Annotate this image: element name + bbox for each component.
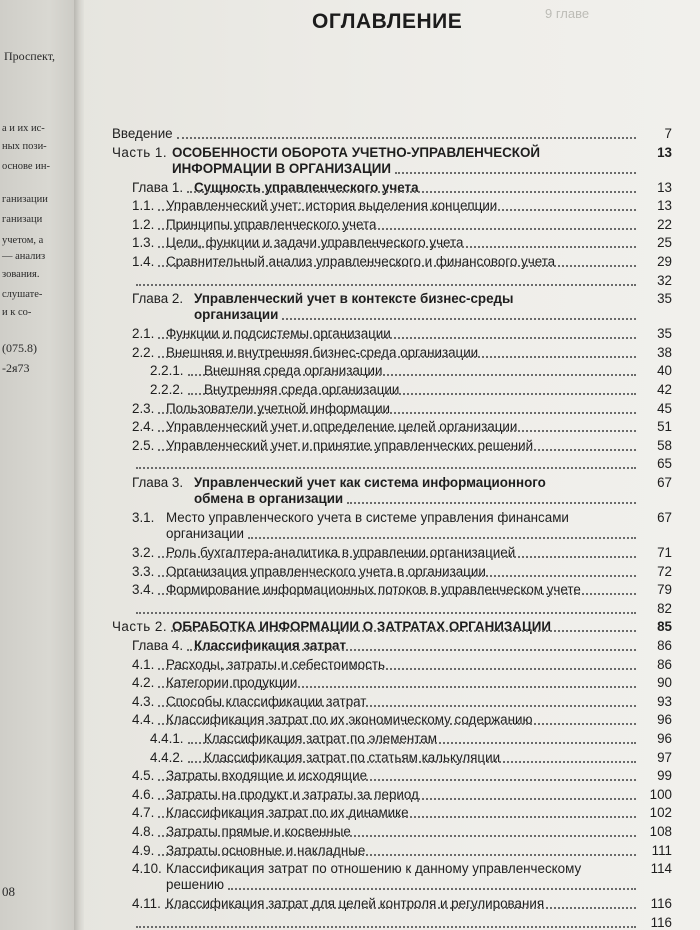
section-title: Затраты прямые и косвенные: [166, 824, 351, 839]
page-number: 82: [657, 600, 672, 616]
dot-leader: [188, 372, 636, 376]
page-number: 32: [657, 272, 672, 288]
section-title: Способы классификации затрат: [166, 693, 367, 709]
page-number: 22: [657, 216, 672, 232]
section-title: Классификация затрат по отношению к данному управленческому: [166, 861, 582, 877]
left-page-fragment: -2я73: [2, 361, 30, 375]
intro-title: Введение: [112, 126, 173, 141]
section-number: 3.1.: [132, 510, 155, 525]
part-label: Часть 2.: [112, 619, 168, 635]
toc-entry: [112, 619, 672, 635]
toc-entry: [112, 180, 672, 196]
section-number: 2.5.: [132, 437, 155, 453]
toc-entry: [112, 345, 672, 361]
dot-leader: [158, 684, 636, 688]
part-title: ОСОБЕННОСТИ ОБОРОТА УЧЕТНО-УПРАВЛЕНЧЕСКОЙ: [172, 144, 541, 160]
toc-entry: [112, 694, 672, 710]
page-number: 116: [650, 914, 672, 930]
entry-title-continued: организации: [194, 307, 279, 323]
toc-entry: [112, 712, 672, 728]
page-number: 25: [657, 235, 672, 251]
toc-entry: [112, 363, 672, 379]
section-title: Классификация затрат по их экономическому содержанию: [166, 712, 533, 728]
dot-leader: [158, 428, 636, 432]
toc-entry: [112, 787, 672, 803]
page-number: 35: [657, 326, 672, 342]
section-number: 2.2.: [132, 344, 155, 360]
section-number: 4.1.: [132, 656, 155, 672]
page-number: 102: [649, 805, 672, 821]
dot-leader: [158, 852, 636, 856]
page-number: 72: [657, 563, 672, 579]
page-number: 114: [650, 861, 672, 877]
page-number: 65: [657, 456, 672, 472]
chapter-label: Глава 3.: [132, 475, 184, 490]
left-page-fragment: и к со-: [2, 307, 32, 318]
dot-leader: [395, 170, 636, 174]
section-number: 4.2.: [132, 675, 155, 691]
entry-title-continued: решению: [166, 877, 225, 893]
toc-entry: [112, 915, 672, 930]
page-number: 86: [657, 656, 672, 672]
chapter-label: Глава 1.: [132, 179, 184, 195]
section-title: Затраты входящие и исходящие: [166, 768, 368, 784]
section-title: Управленческий учет и определение целей организации: [166, 419, 518, 435]
dot-leader: [158, 573, 636, 577]
section-number: 4.8.: [132, 824, 155, 839]
toc-entry: [112, 291, 672, 323]
dot-leader: [158, 703, 636, 707]
dot-leader: [136, 610, 636, 614]
section-number: 3.2.: [132, 545, 155, 560]
section-number: 4.6.: [132, 786, 155, 802]
section-title: Классификация затрат по статьям калькуляции: [204, 749, 501, 765]
page-number: 111: [651, 842, 672, 858]
dot-leader: [136, 465, 636, 469]
dot-leader: [187, 647, 636, 651]
toc-entry: [112, 657, 672, 673]
page-number: 100: [649, 786, 672, 802]
toc-entry: [112, 545, 672, 561]
toc-entry: [112, 675, 672, 691]
section-number: 4.3.: [132, 693, 155, 709]
dot-leader: [158, 335, 636, 339]
section-number: 4.5.: [132, 768, 155, 784]
section-number: 4.4.: [132, 712, 155, 728]
page-number: 13: [657, 144, 672, 160]
page-number: 85: [657, 619, 672, 635]
left-page-fragment: а и их ис-: [2, 123, 45, 134]
dot-leader: [158, 591, 636, 595]
page-number: 96: [657, 731, 672, 746]
toc-entry: [112, 126, 672, 142]
dot-leader: [248, 535, 636, 539]
section-title: Затраты на продукт и затраты за период: [166, 786, 419, 802]
dot-leader: [228, 886, 636, 890]
dot-leader: [347, 500, 636, 504]
section-title: Внутренняя среда организации: [204, 382, 400, 397]
chapter-title: Классификация затрат: [194, 638, 347, 653]
dot-leader: [158, 796, 636, 800]
toc-entry: [112, 768, 672, 784]
book-gutter: [74, 0, 84, 930]
page-number: 97: [657, 749, 672, 765]
section-number: 1.3.: [132, 235, 155, 251]
section-title: Функции и подсистемы организации: [166, 326, 391, 342]
dot-leader: [158, 721, 636, 725]
left-page-fragment: слушате-: [2, 289, 43, 300]
section-number: 4.7.: [132, 805, 155, 821]
page-number: 71: [657, 545, 672, 560]
toc-entry: [112, 805, 672, 821]
dot-leader: [187, 189, 636, 193]
toc-entry: [112, 235, 672, 251]
page-number: 29: [657, 254, 672, 269]
toc-entry: [112, 198, 672, 214]
dot-leader: [177, 135, 636, 139]
section-number: 2.3.: [132, 400, 155, 416]
dot-leader: [158, 666, 636, 670]
section-title: Расходы, затраты и себестоимость: [166, 656, 385, 672]
section-title: Пользователи учетной информации: [166, 400, 391, 416]
toc-entry: [112, 861, 672, 893]
page-number: 45: [657, 400, 672, 416]
chapter-title: Управленческий учет как система информационного: [194, 475, 546, 490]
chapter-title: Сущность управленческого учета: [194, 179, 419, 195]
left-page-fragment: ганизаци: [2, 214, 43, 225]
section-title: Затраты основные и накладные: [166, 842, 366, 858]
toc-entry: [112, 145, 672, 177]
page-number: 67: [657, 475, 672, 490]
toc-entry: [112, 401, 672, 417]
toc-entry: [112, 731, 672, 747]
section-title: Место управленческого учета в системе управления финансами: [166, 510, 569, 525]
section-title: Организация управленческого учета в организации: [166, 563, 486, 579]
page-number: 67: [657, 510, 672, 525]
left-page-fragment: — анализ: [2, 251, 46, 262]
page-number: 116: [650, 896, 672, 912]
dot-leader: [158, 226, 636, 230]
dot-leader: [158, 447, 636, 451]
page-number: 35: [657, 291, 672, 307]
section-number: 2.1.: [132, 326, 155, 342]
dot-leader: [188, 391, 636, 395]
section-number: 4.4.2.: [150, 749, 184, 765]
toc-entry: [112, 824, 672, 840]
section-title: Классификация затрат по элементам: [204, 731, 437, 746]
dot-leader: [158, 814, 636, 818]
toc-entry: [112, 273, 672, 289]
part-title: ОБРАБОТКА ИНФОРМАЦИИ О ЗАТРАТАХ ОРГАНИЗАЦИИ: [172, 619, 551, 635]
toc-entry: [112, 638, 672, 654]
section-number: 1.4.: [132, 254, 155, 269]
page-number: 40: [657, 363, 672, 379]
bleed-through-text: 9 главе: [545, 6, 590, 21]
toc-entry: [112, 601, 672, 617]
page-number: 38: [657, 344, 672, 360]
section-number: 4.11.: [132, 896, 161, 912]
section-number: 3.4.: [132, 582, 155, 598]
section-number: 3.3.: [132, 563, 155, 579]
page-number: 58: [657, 437, 672, 453]
section-number: 4.9.: [132, 842, 155, 858]
dot-leader: [158, 354, 636, 358]
toc-entry: [112, 326, 672, 342]
section-title: Роль бухгалтера-аналитика в управлении организацией: [166, 545, 516, 560]
left-page-fragment: зования.: [2, 269, 40, 280]
page-number: 90: [657, 675, 672, 691]
section-title: Классификация затрат по их динамике: [166, 805, 409, 821]
section-title: Управленческий учет: история выделения концепции: [166, 198, 498, 214]
section-number: 2.2.1.: [150, 363, 184, 379]
left-page-fragment: 08: [2, 884, 15, 899]
entry-title-continued: ИНФОРМАЦИИ В ОРГАНИЗАЦИИ: [172, 160, 392, 176]
entry-title-continued: организации: [166, 526, 245, 541]
dot-leader: [165, 905, 636, 909]
section-number: 4.4.1.: [150, 731, 184, 746]
left-page-fragment: (075.8): [2, 341, 37, 355]
section-number: 1.1.: [132, 198, 155, 214]
page-number: 51: [657, 419, 672, 435]
section-title: Внешняя и внутренняя бизнес-среда организации: [166, 344, 479, 360]
left-page-fragment: ных пози-: [2, 141, 47, 152]
section-title: Сравнительный анализ управленческого и финансового учета: [166, 254, 556, 269]
page-number: 42: [657, 382, 672, 397]
dot-leader: [158, 244, 636, 248]
part-label: Часть 1.: [112, 144, 168, 160]
left-page-fragment: учетом, а: [2, 235, 44, 246]
toc-entry: [112, 382, 672, 398]
dot-leader: [188, 740, 636, 744]
page-number: 108: [649, 824, 672, 839]
chapter-label: Глава 2.: [132, 291, 184, 307]
dot-leader: [171, 628, 636, 632]
left-page: [0, 0, 82, 930]
toc-entry: [112, 896, 672, 912]
toc-entry: [112, 419, 672, 435]
chapter-title: Управленческий учет в контексте бизнес-среды: [194, 291, 514, 307]
page-number: 13: [657, 179, 672, 195]
section-number: 2.4.: [132, 419, 155, 435]
section-title: Внешняя среда организации: [204, 363, 383, 379]
toc-entry: [112, 217, 672, 233]
toc-entry: [112, 510, 672, 542]
toc-entry: [112, 750, 672, 766]
toc-entry: [112, 254, 672, 270]
dot-leader: [136, 924, 636, 928]
dot-leader: [158, 554, 636, 558]
toc-entry: [112, 456, 672, 472]
page-number: 86: [657, 638, 672, 653]
section-number: 2.2.2.: [150, 382, 184, 397]
dot-leader: [158, 833, 636, 837]
page-number: 79: [657, 582, 672, 598]
dot-leader: [136, 282, 636, 286]
dot-leader: [158, 263, 636, 267]
page-number: 96: [657, 712, 672, 728]
page-title: ОГЛАВЛЕНИЕ: [312, 10, 463, 33]
toc-entry: [112, 582, 672, 598]
dot-leader: [158, 777, 636, 781]
dot-leader: [158, 410, 636, 414]
page-number: 93: [657, 693, 672, 709]
page-number: 13: [657, 198, 672, 214]
toc-entry: [112, 564, 672, 580]
section-number: 1.2.: [132, 216, 155, 232]
dot-leader: [282, 316, 636, 320]
dot-leader: [158, 207, 636, 211]
section-title: Формирование информационных потоков в управленческом учете: [166, 582, 581, 598]
dot-leader: [188, 759, 636, 763]
toc-entry: [112, 475, 672, 507]
chapter-label: Глава 4.: [132, 638, 184, 653]
toc-entry: [112, 843, 672, 859]
left-page-fragment: основе ин-: [2, 161, 50, 172]
section-title: Классификация затрат для целей контроля и регулирования: [166, 896, 545, 912]
left-page-fragment: ганизации: [2, 194, 48, 205]
section-title: Цели, функции и задачи управленческого учета: [166, 235, 464, 251]
entry-title-continued: обмена в организации: [194, 491, 344, 506]
section-title: Управленческий учет и принятие управленческих решений: [166, 437, 534, 453]
section-title: Категории продукции: [166, 675, 298, 691]
section-title: Принципы управленческого учета: [166, 216, 377, 232]
toc-entry: [112, 438, 672, 454]
page-number: 99: [657, 768, 672, 784]
section-number: 4.10.: [132, 861, 162, 877]
page-number: 7: [664, 126, 672, 141]
left-page-fragment: Проспект,: [4, 49, 56, 63]
